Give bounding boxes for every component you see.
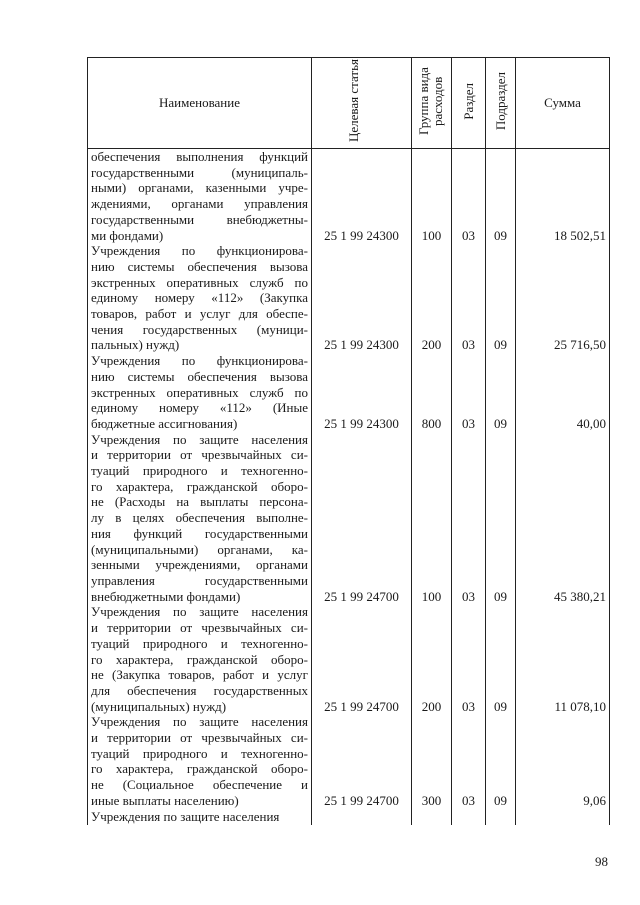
header-name: Наименование <box>88 58 312 149</box>
row-name <box>88 149 312 244</box>
table-body <box>88 149 610 825</box>
row-expense-group: 200 <box>412 243 452 353</box>
row-section: 03 <box>452 714 486 808</box>
row-name-line: не (Расходы на выплаты персона- <box>91 494 308 510</box>
row-target: 25 1 99 24700 <box>312 432 412 605</box>
row-name-line: нию системы обеспечения вызова <box>91 368 308 384</box>
table-header-row <box>88 58 610 149</box>
row-name-line: не (Закупка товаров, работ и услуг <box>91 667 308 683</box>
row-name <box>88 714 312 808</box>
row-name-line: и территории от чрезвычайных си- <box>91 620 308 636</box>
row-name-line: Учреждения по функционирова- <box>91 353 308 369</box>
header-expense-group: Группа вида расходов <box>412 58 452 149</box>
row-name-line: государственными (муниципаль- <box>91 164 308 180</box>
row-name-line: ждениями, органами управления <box>91 196 308 212</box>
table-row <box>88 432 610 605</box>
row-name <box>88 809 312 825</box>
row-name-line: единому номеру «112» (Закупка <box>91 290 308 306</box>
row-subsection: 09 <box>486 714 516 808</box>
budget-table <box>87 57 610 825</box>
header-subsection: Подраздел <box>486 58 516 149</box>
row-name-line: чения государственных (муници- <box>91 321 308 337</box>
row-name <box>88 604 312 714</box>
row-amount: 45 380,21 <box>516 432 610 605</box>
row-subsection: 09 <box>486 149 516 244</box>
table-row <box>88 353 610 432</box>
row-name-line: го характера, гражданской оборо- <box>91 761 308 777</box>
row-target: 25 1 99 24300 <box>312 243 412 353</box>
table-row <box>88 809 610 825</box>
row-name-line: товаров, работ и услуг для обеспе- <box>91 306 308 322</box>
row-section: 03 <box>452 243 486 353</box>
row-name-line: управления государственными <box>91 572 308 588</box>
row-name-line: го характера, гражданской оборо- <box>91 651 308 667</box>
row-name-line: туаций природного и техногенно- <box>91 745 308 761</box>
row-expense-group: 800 <box>412 353 452 432</box>
row-name-line: экстренных оперативных служб по <box>91 384 308 400</box>
row-name-line: государственными внебюджетны- <box>91 211 308 227</box>
row-expense-group: 200 <box>412 604 452 714</box>
row-amount: 40,00 <box>516 353 610 432</box>
row-name-line: Учреждения по защите населения <box>91 431 308 447</box>
row-amount: 9,06 <box>516 714 610 808</box>
page-number: 98 <box>595 854 608 869</box>
row-name-line: нию системы обеспечения вызова <box>91 258 308 274</box>
header-amount: Сумма <box>516 58 610 149</box>
row-name-line: и территории от чрезвычайных си- <box>91 447 308 463</box>
row-target: 25 1 99 24700 <box>312 604 412 714</box>
row-section <box>452 809 486 825</box>
row-name-line: Учреждения по функционирова- <box>91 243 308 259</box>
row-section: 03 <box>452 353 486 432</box>
row-subsection: 09 <box>486 432 516 605</box>
table-row <box>88 604 610 714</box>
row-name-line: туаций природного и техногенно- <box>91 463 308 479</box>
table-row <box>88 714 610 808</box>
row-name-line: зенными учреждениями, органами <box>91 557 308 573</box>
row-name-line: туаций природного и техногенно- <box>91 635 308 651</box>
row-section: 03 <box>452 149 486 244</box>
row-name-line: бюджетные ассигнования) <box>91 415 238 431</box>
row-name-line: Учреждения по защите населения <box>91 808 280 824</box>
row-name-line: экстренных оперативных служб по <box>91 274 308 290</box>
row-subsection: 09 <box>486 604 516 714</box>
row-expense-group: 100 <box>412 432 452 605</box>
row-target: 25 1 99 24300 <box>312 149 412 244</box>
row-subsection: 09 <box>486 243 516 353</box>
row-amount: 25 716,50 <box>516 243 610 353</box>
row-name-line: иные выплаты населению) <box>91 792 239 808</box>
row-name-line: (муниципальных) нужд) <box>91 698 227 714</box>
row-name-line: ными) органами, казенными учре- <box>91 180 308 196</box>
header-section: Раздел <box>452 58 486 149</box>
row-name-line: (муниципальными) органами, ка- <box>91 541 308 557</box>
row-target: 25 1 99 24700 <box>312 714 412 808</box>
row-amount <box>516 809 610 825</box>
row-amount: 18 502,51 <box>516 149 610 244</box>
row-name-line: для обеспечения государственных <box>91 682 308 698</box>
row-name-line: ния функций государственными <box>91 525 308 541</box>
row-name <box>88 243 312 353</box>
row-name-line: обеспечения выполнения функций <box>91 149 308 164</box>
row-section: 03 <box>452 432 486 605</box>
row-name <box>88 432 312 605</box>
row-name-line: единому номеру «112» (Иные <box>91 400 308 416</box>
row-expense-group: 100 <box>412 149 452 244</box>
row-name-line: не (Социальное обеспечение и <box>91 777 308 793</box>
header-target: Целевая статья <box>312 58 412 149</box>
row-name-line: го характера, гражданской оборо- <box>91 478 308 494</box>
row-name <box>88 353 312 432</box>
row-name-line: Учреждения по защите населения <box>91 714 308 730</box>
row-subsection: 09 <box>486 353 516 432</box>
row-target: 25 1 99 24300 <box>312 353 412 432</box>
table-row <box>88 149 610 244</box>
row-expense-group <box>412 809 452 825</box>
row-name-line: ми фондами) <box>91 227 164 243</box>
table-row <box>88 243 610 353</box>
row-name-line: лу в целях обеспечения выполне- <box>91 510 308 526</box>
row-section: 03 <box>452 604 486 714</box>
row-expense-group: 300 <box>412 714 452 808</box>
row-name-line: Учреждения по защите населения <box>91 604 308 620</box>
row-amount: 11 078,10 <box>516 604 610 714</box>
row-subsection <box>486 809 516 825</box>
row-target <box>312 809 412 825</box>
row-name-line: пальных) нужд) <box>91 337 180 353</box>
row-name-line: внебюджетными фондами) <box>91 588 241 604</box>
row-name-line: и территории от чрезвычайных си- <box>91 730 308 746</box>
